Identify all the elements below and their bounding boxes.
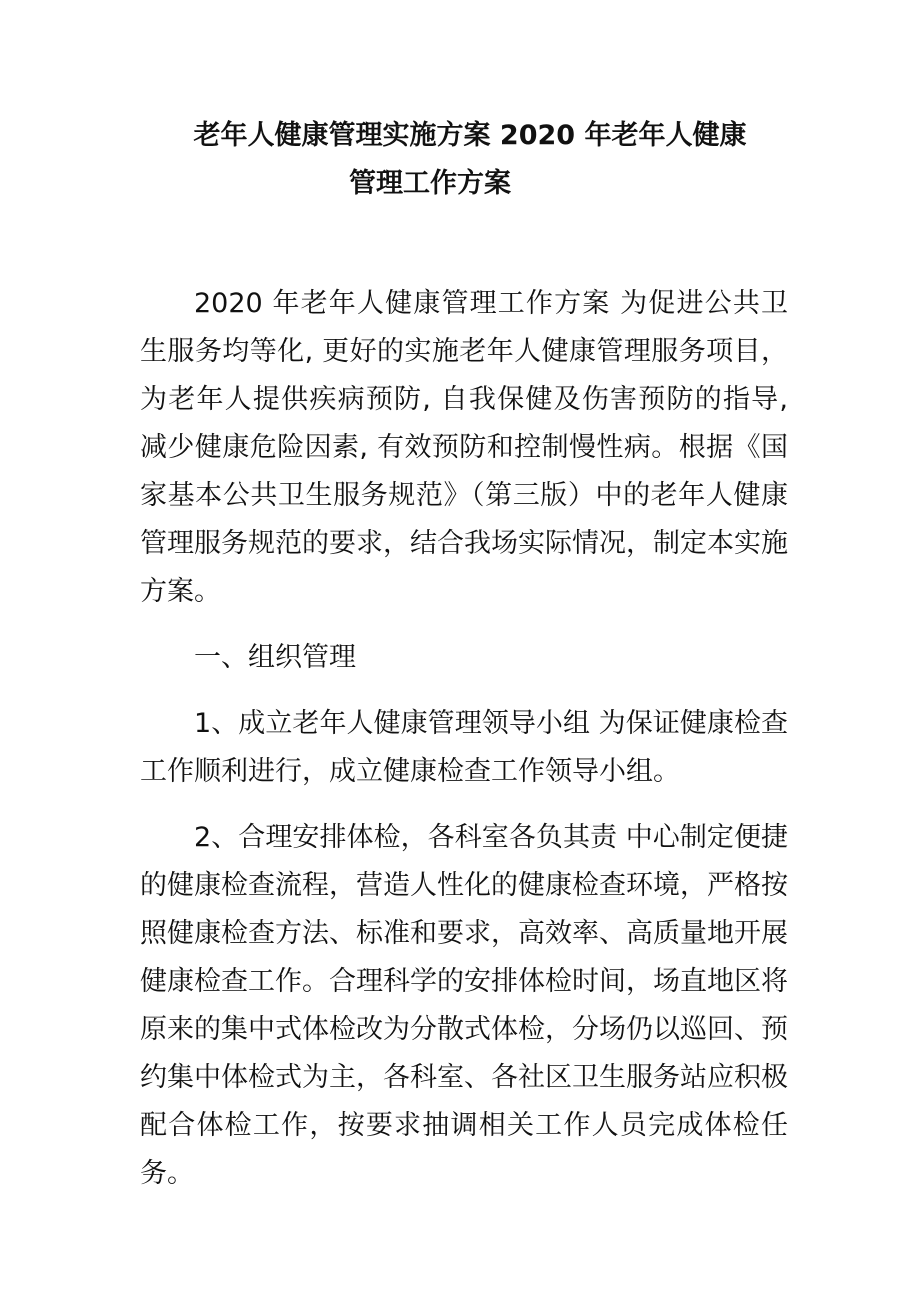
paragraph-item-2: 2、合理安排体检，各科室各负其责 中心制定便捷的健康检查流程，营造人性化的健康检查环境，严格按照健康检查方法、标准和要求，高效率、高质量地开展健康检查工作。合理科学的安排体检时间，场直地区将原来的集中式体检改为分散式体检，分场仍以巡回、预约集中体检式为主，各科室、各社区卫生服务站应积极配合体检工作，按要求抽调相关工作人员完成体检任务。 [140,822,788,1189]
paragraph-item-1: 1、成立老年人健康管理领导小组 为保证健康检查工作顺利进行，成立健康检查工作领导小组。 [140,708,788,787]
title-line-2: 管理工作方案 [349,168,511,199]
document-title [140,112,840,208]
section-heading-organization: 一、组织管理 [194,642,356,673]
paragraph-intro: 2020 年老年人健康管理工作方案 为促进公共卫生服务均等化, 更好的实施老年人健康管理服务项目，为老年人提供疾病预防, 自我保健及伤害预防的指导, 减少健康危险因素, 有效预防和控制慢性病。根据《国家基本公共卫生服务规范》（第三版）中的老年人健康管理服务规范的要求，结合我场实际情况，制定本实施方案。 [140,288,788,607]
document-body [140,280,788,1216]
title-line-1: 老年人健康管理实施方案 2020 年老年人健康 [193,120,747,151]
